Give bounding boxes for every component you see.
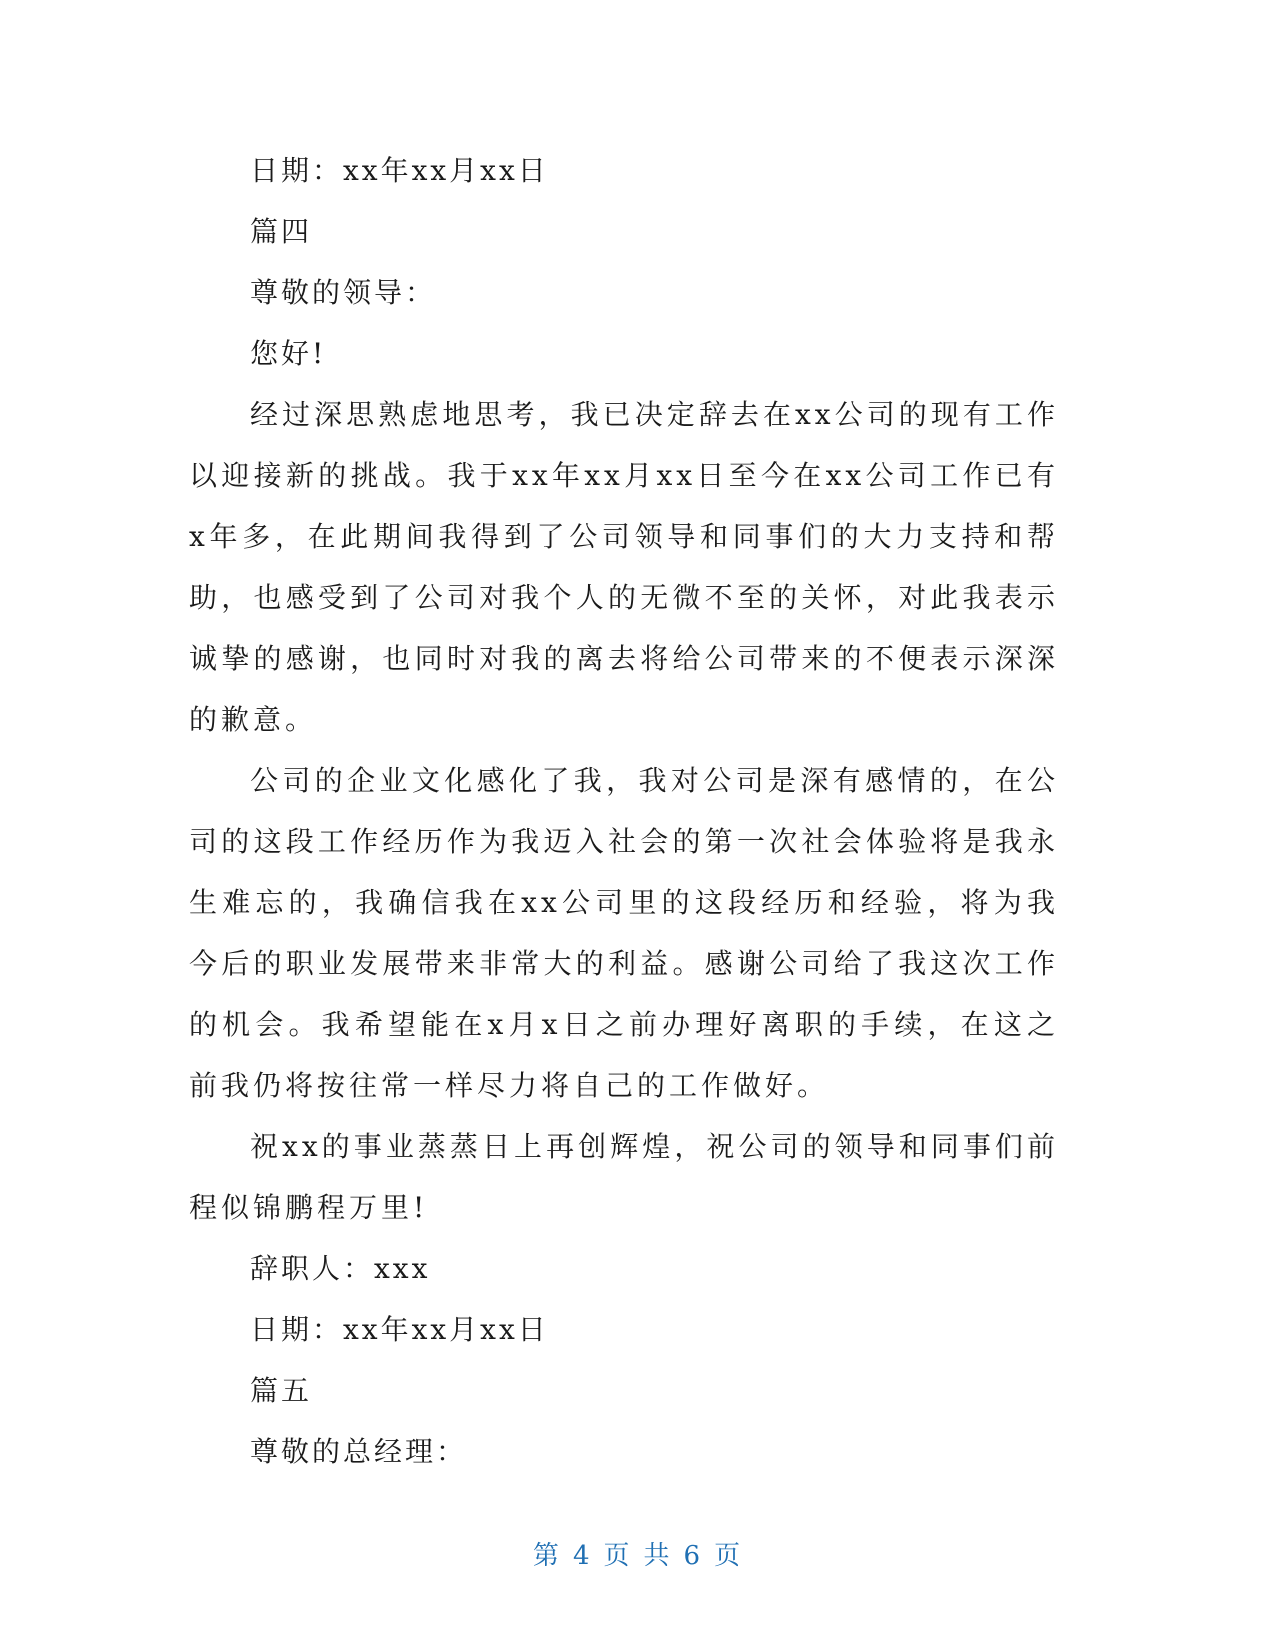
section-heading-4: 篇四	[250, 215, 313, 248]
footer-suffix: 页	[714, 1541, 743, 1571]
footer-total-word: 共	[643, 1541, 672, 1571]
date-line-2: 日期：xx年xx月xx日	[250, 1313, 549, 1346]
salutation-1: 尊敬的领导：	[250, 276, 437, 309]
footer-total-pages: 6	[683, 1541, 703, 1571]
footer-current-page: 4	[572, 1541, 592, 1571]
salutation-2: 尊敬的总经理：	[250, 1435, 468, 1468]
date-line-1: 日期：xx年xx月xx日	[250, 154, 549, 187]
document-body	[189, 140, 1059, 1482]
body-paragraph-2: 公司的企业文化感化了我，我对公司是深有感情的，在公司的这段工作经历作为我迈入社会的第一次社会体验将是我永生难忘的，我确信我在xx公司里的这段经历和经验，将为我今后的职业发展带来非常大的利益。感谢公司给了我这次工作的机会。我希望能在x月x日之前办理好离职的手续，在这之前我仍将按往常一样尽力将自己的工作做好。	[189, 764, 1059, 1102]
footer-prefix: 第	[532, 1541, 561, 1571]
body-paragraph-1: 经过深思熟虑地思考，我已决定辞去在xx公司的现有工作以迎接新的挑战。我于xx年xx月xx日至今在xx公司工作已有x年多，在此期间我得到了公司领导和同事们的大力支持和帮助，也感受到了公司对我个人的无微不至的关怀，对此我表示诚挚的感谢，也同时对我的离去将给公司带来的不便表示深深的歉意。	[189, 398, 1059, 736]
page-footer	[0, 1535, 1275, 1572]
footer-page-word: 页	[603, 1541, 632, 1571]
signature-line: 辞职人：xxx	[250, 1252, 431, 1285]
greeting: 您好!	[250, 337, 327, 370]
section-heading-5: 篇五	[250, 1374, 313, 1407]
body-paragraph-3: 祝xx的事业蒸蒸日上再创辉煌，祝公司的领导和同事们前程似锦鹏程万里!	[189, 1130, 1059, 1224]
